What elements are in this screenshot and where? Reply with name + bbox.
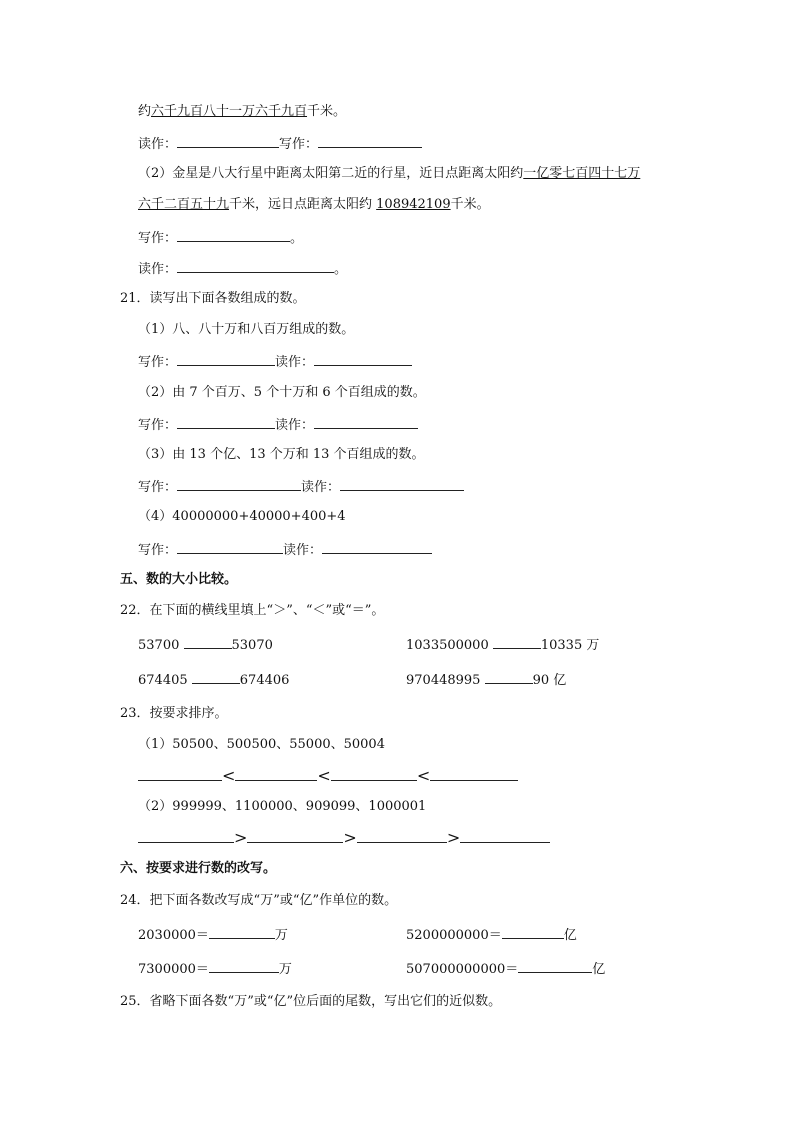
- order-blank[interactable]: [331, 767, 417, 781]
- compare-blank[interactable]: [192, 670, 240, 684]
- q24-row-1-right: [406, 925, 577, 945]
- write-label: 写作：: [279, 137, 319, 152]
- venus-write-row: [138, 228, 303, 248]
- q24-row-2-right: [406, 959, 605, 979]
- compare-right-b: 90 亿: [532, 673, 567, 688]
- rewrite-blank[interactable]: [502, 925, 564, 939]
- compare-left-a: 53700: [138, 638, 180, 653]
- q22-row-1-right: [406, 635, 599, 655]
- venus-text: （2）金星是八大行星中距离太阳第二近的行星，近日点距离太阳约: [138, 166, 524, 181]
- q23-order-row-2: [138, 829, 550, 849]
- q24-row-2: [138, 959, 758, 979]
- write-blank[interactable]: [318, 134, 422, 148]
- compare-blank[interactable]: [184, 635, 232, 649]
- intro-line: [138, 103, 346, 121]
- q23-part-2: （2）999999、1100000、909099、1000001: [138, 799, 427, 814]
- compare-blank[interactable]: [485, 670, 533, 684]
- read-label: 读作：: [138, 262, 178, 277]
- question-23-title: 23．按要求排序。: [120, 706, 228, 721]
- write-label: 写作：: [138, 543, 178, 558]
- rewrite-number: 5200000000＝: [406, 928, 502, 943]
- read-blank[interactable]: [340, 477, 464, 491]
- venus-mid-text: 千米，远日点距离太阳约: [229, 197, 377, 212]
- q21-answer-row-1: [138, 352, 412, 372]
- write-label: 写作：: [138, 480, 178, 495]
- question-22-title: 22．在下面的横线里填上“＞”、“＜”或“＝”。: [120, 603, 385, 618]
- read-blank[interactable]: [177, 134, 279, 148]
- compare-right-b: 10335 万: [540, 638, 600, 653]
- order-blank[interactable]: [138, 767, 222, 781]
- venus-line-1: [138, 165, 640, 183]
- q21-item-2: （2）由 7 个百万、5 个十万和 6 个百组成的数。: [138, 385, 426, 400]
- read-label: 读作：: [283, 543, 323, 558]
- q21-answer-row-2: [138, 415, 418, 435]
- q21-item-3: （3）由 13 个亿、13 个万和 13 个百组成的数。: [138, 447, 425, 462]
- question-25-title: 25．省略下面各数“万”或“亿”位后面的尾数，写出它们的近似数。: [120, 994, 502, 1009]
- read-blank[interactable]: [177, 259, 334, 273]
- rewrite-blank[interactable]: [518, 959, 592, 973]
- less-than-symbol: <: [317, 766, 331, 785]
- write-label: 写作：: [138, 355, 178, 370]
- less-than-symbol: <: [416, 766, 431, 785]
- compare-left-b: 53070: [231, 638, 273, 653]
- write-blank[interactable]: [177, 228, 290, 242]
- question-21-title: 21．读写出下面各数组成的数。: [120, 291, 306, 306]
- q21-answer-row-4: [138, 540, 432, 560]
- rewrite-blank[interactable]: [209, 925, 275, 939]
- rewrite-number: 507000000000＝: [406, 962, 519, 977]
- q24-row-1: [138, 925, 758, 945]
- venus-suffix: 千米。: [450, 197, 490, 212]
- order-blank[interactable]: [460, 829, 550, 843]
- end-mark: 。: [290, 231, 304, 246]
- end-mark: 。: [334, 262, 348, 277]
- compare-blank[interactable]: [493, 635, 541, 649]
- less-than-symbol: <: [222, 766, 236, 785]
- q23-order-row-1: [138, 767, 518, 787]
- read-label: 读作：: [138, 137, 178, 152]
- write-blank[interactable]: [177, 477, 301, 491]
- order-blank[interactable]: [138, 829, 234, 843]
- greater-than-symbol: >: [343, 828, 357, 847]
- venus-far-distance: 108942109: [376, 197, 451, 212]
- unit-label: 万: [274, 928, 288, 943]
- intro-underlined-number: 六千九百八十一万六千九百: [151, 104, 308, 119]
- rewrite-number: 2030000＝: [138, 928, 209, 943]
- read-blank[interactable]: [314, 352, 412, 366]
- read-label: 读作：: [275, 355, 315, 370]
- order-blank[interactable]: [357, 829, 447, 843]
- order-blank[interactable]: [430, 767, 518, 781]
- read-blank[interactable]: [322, 540, 432, 554]
- q21-item-1: （1）八、八十万和八百万组成的数。: [138, 322, 355, 337]
- venus-underlined-number-1: 一亿零七百四十七万: [523, 166, 641, 181]
- section-6-heading: 六、按要求进行数的改写。: [120, 861, 277, 876]
- write-label: 写作：: [138, 418, 178, 433]
- read-label: 读作：: [275, 418, 315, 433]
- greater-than-symbol: >: [446, 828, 461, 847]
- write-blank[interactable]: [177, 352, 275, 366]
- compare-right-a: 970448995: [406, 673, 481, 688]
- unit-label: 万: [278, 962, 292, 977]
- order-blank[interactable]: [247, 829, 343, 843]
- rewrite-blank[interactable]: [209, 959, 279, 973]
- venus-underlined-number-2: 六千二百五十九: [138, 197, 230, 212]
- intro-prefix: 约: [138, 104, 152, 119]
- greater-than-symbol: >: [234, 828, 248, 847]
- unit-label: 亿: [592, 962, 606, 977]
- q22-row-2-right: [406, 670, 566, 690]
- rewrite-number: 7300000＝: [138, 962, 209, 977]
- q22-row-2: [138, 670, 758, 690]
- read-label: 读作：: [301, 480, 341, 495]
- write-label: 写作：: [138, 231, 178, 246]
- compare-left-a: 674405: [138, 673, 188, 688]
- unit-label: 亿: [563, 928, 577, 943]
- order-blank[interactable]: [235, 767, 317, 781]
- write-blank[interactable]: [177, 540, 283, 554]
- venus-read-row: [138, 259, 347, 279]
- read-blank[interactable]: [314, 415, 418, 429]
- write-blank[interactable]: [177, 415, 275, 429]
- q21-item-4: （4）40000000+40000+400+4: [138, 509, 346, 524]
- compare-left-b: 674406: [239, 673, 290, 688]
- venus-line-2: [138, 196, 490, 214]
- q22-row-1: [138, 635, 758, 655]
- section-5-heading: 五、数的大小比较。: [120, 572, 238, 587]
- intro-suffix: 千米。: [307, 104, 347, 119]
- compare-right-a: 1033500000: [406, 638, 489, 653]
- q21-answer-row-3: [138, 477, 464, 497]
- intro-answer-row: [138, 134, 422, 154]
- question-24-title: 24．把下面各数改写成“万”或“亿”作单位的数。: [120, 893, 398, 908]
- q23-part-1: （1）50500、500500、55000、50004: [138, 737, 385, 752]
